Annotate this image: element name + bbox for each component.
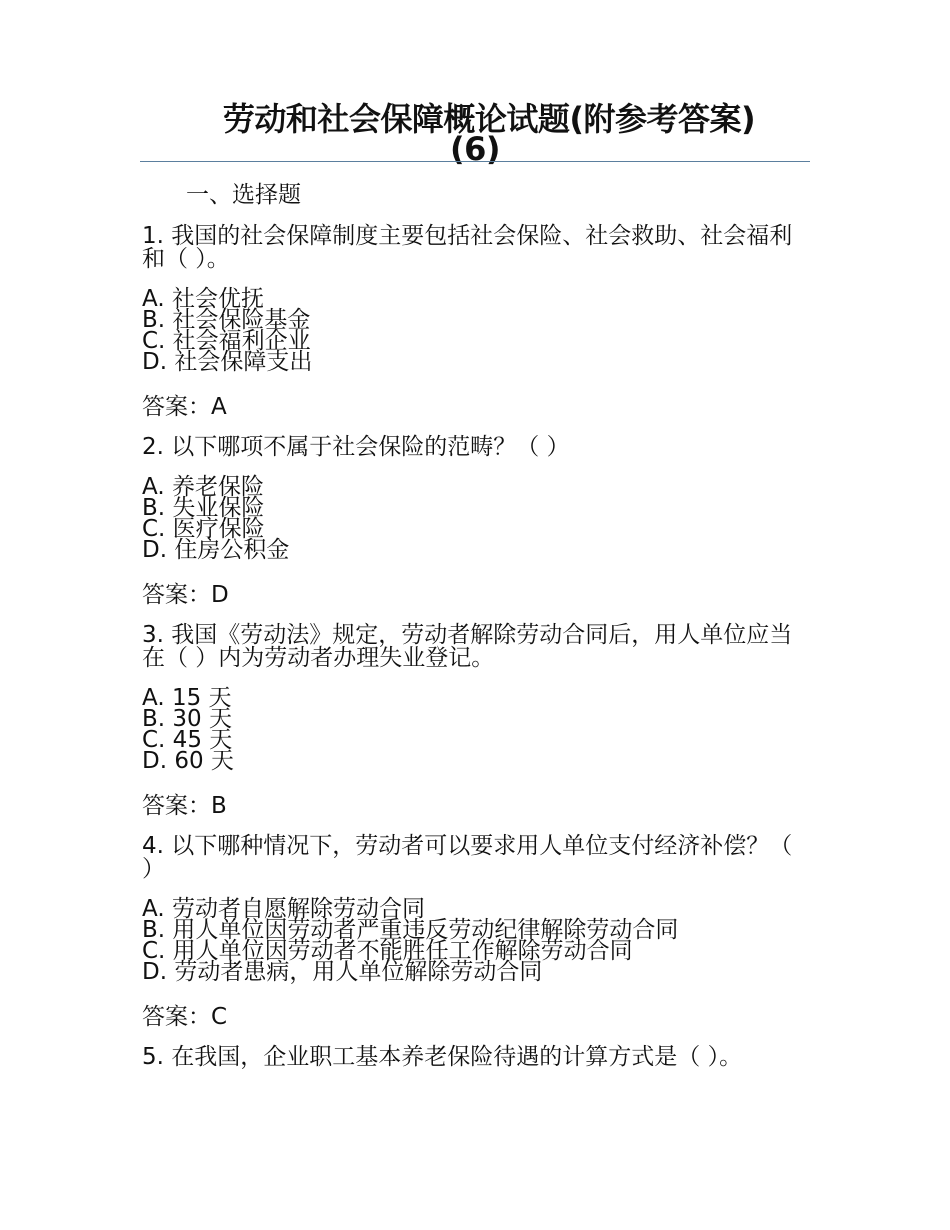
- answer-line: [142, 393, 802, 421]
- answer-value: A: [211, 394, 227, 420]
- option-item: A. 劳动者自愿解除劳动合同: [142, 896, 425, 922]
- question-block: [142, 436, 802, 609]
- option-item: B. 社会保险基金: [142, 307, 311, 333]
- option-list: [142, 896, 802, 985]
- option-item: D. 住房公积金: [142, 537, 290, 563]
- option-list: [142, 685, 802, 774]
- option-item: D. 劳动者患病，用人单位解除劳动合同: [142, 959, 543, 985]
- question-block: [142, 225, 802, 421]
- question-text: 2. 以下哪项不属于社会保险的范畴？（ ）: [142, 434, 570, 460]
- option-list: [142, 286, 802, 375]
- answer-value: C: [211, 1004, 228, 1030]
- answer-line: [142, 792, 802, 820]
- question-text: 4. 以下哪种情况下，劳动者可以要求用人单位支付经济补偿？（ ）: [142, 833, 793, 882]
- answer-line: [142, 581, 802, 609]
- answer-value: B: [211, 793, 227, 819]
- title-divider: [140, 161, 810, 162]
- option-item: A. 社会优抚: [142, 286, 264, 312]
- option-item: D. 60 天: [142, 748, 234, 774]
- option-item: C. 医疗保险: [142, 516, 265, 542]
- question-list: [142, 225, 802, 1069]
- option-item: A. 养老保险: [142, 474, 264, 500]
- answer-value: D: [211, 582, 229, 608]
- answer-prefix: 答案：: [142, 394, 211, 420]
- option-list: [142, 474, 802, 563]
- section-heading: 一、选择题: [186, 182, 301, 208]
- question-text: 1. 我国的社会保障制度主要包括社会保险、社会救助、社会福利和（ ）。: [142, 223, 793, 272]
- answer-prefix: 答案：: [142, 793, 211, 819]
- question-text: 5. 在我国，企业职工基本养老保险待遇的计算方式是（ ）。: [142, 1044, 743, 1070]
- option-item: D. 社会保障支出: [142, 349, 313, 375]
- option-item: A. 15 天: [142, 685, 232, 711]
- title-line-1: 劳动和社会保障概论试题(附参考答案): [222, 100, 756, 138]
- document-title: [140, 100, 810, 168]
- question-text: 3. 我国《劳动法》规定，劳动者解除劳动合同后，用人单位应当在（ ）内为劳动者办理失业登记。: [142, 622, 793, 671]
- answer-prefix: 答案：: [142, 582, 211, 608]
- question-block: [142, 624, 802, 820]
- option-item: C. 用人单位因劳动者不能胜任工作解除劳动合同: [142, 938, 633, 964]
- question-block: [142, 835, 802, 1031]
- answer-prefix: 答案：: [142, 1004, 211, 1030]
- option-item: B. 30 天: [142, 706, 232, 732]
- option-item: C. 社会福利企业: [142, 328, 311, 354]
- option-item: B. 用人单位因劳动者严重违反劳动纪律解除劳动合同: [142, 917, 679, 943]
- option-item: C. 45 天: [142, 727, 233, 753]
- question-block: [142, 1046, 802, 1069]
- answer-line: [142, 1003, 802, 1031]
- option-item: B. 失业保险: [142, 495, 265, 521]
- title-line-2: (6): [449, 130, 500, 168]
